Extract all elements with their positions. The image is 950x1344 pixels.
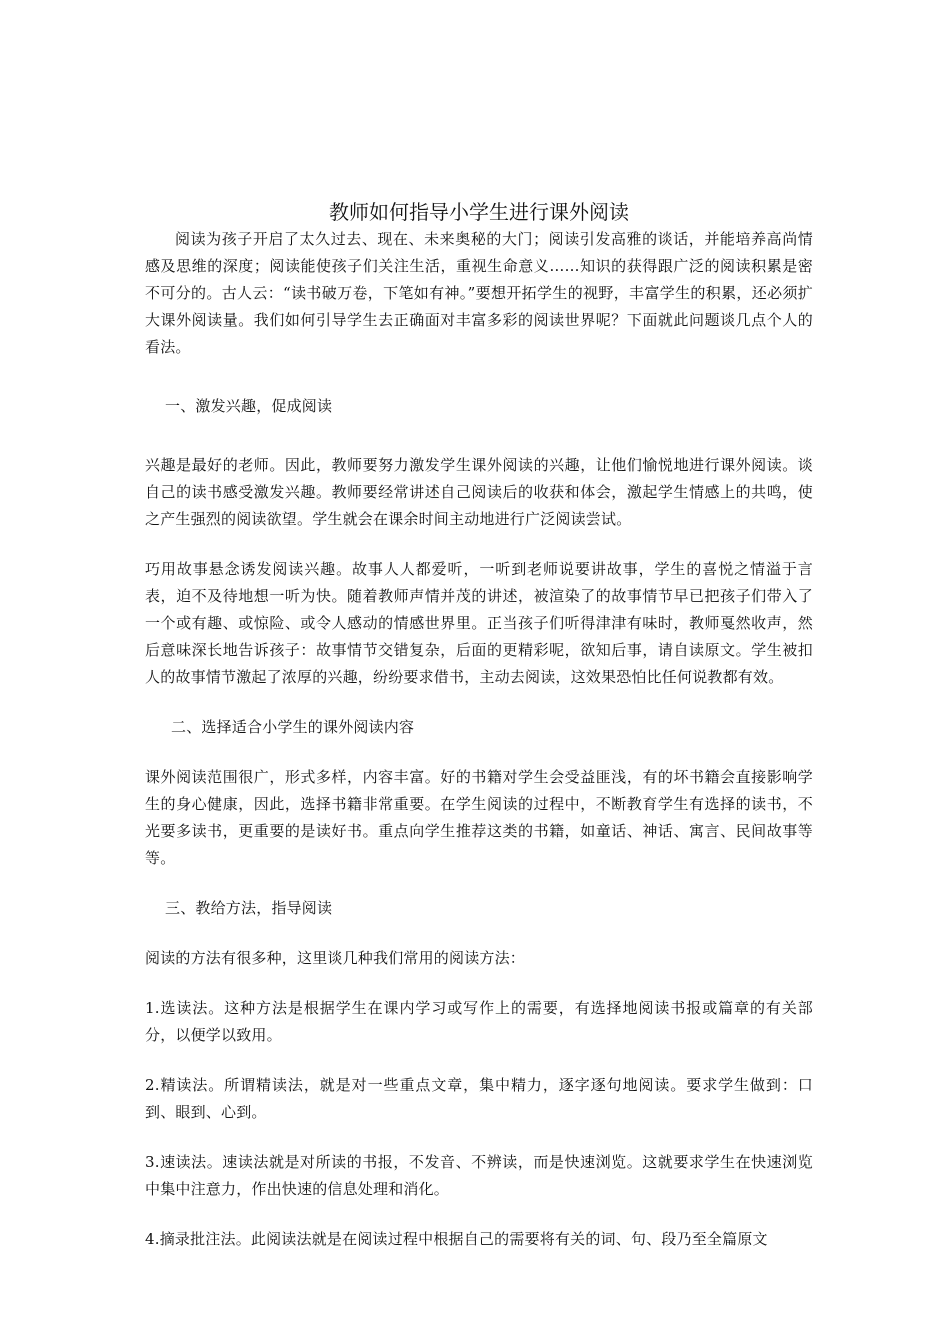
section-1-paragraph-2: 巧用故事悬念诱发阅读兴趣。故事人人都爱听，一听到老师说要讲故事，学生的喜悦之情溢于言表，迫不及待地想一听为快。随着教师声情并茂的讲述，被渲染了的故事情节早已把孩子们带入了一个或有趣、或惊险、或令人感动的情感世界里。正当孩子们听得津津有味时，教师戛然收声，然后意味深长地告诉孩子：故事情节交错复杂，后面的更精彩呢，欲知后事，请自读原文。学生被扣人的故事情节激起了浓厚的兴趣，纷纷要求借书，主动去阅读，这效果恐怕比任何说教都有效。 [145, 560, 813, 686]
section-3-heading: 三、教给方法，指导阅读 [165, 899, 333, 917]
method-1-paragraph: 1.选读法。这种方法是根据学生在课内学习或写作上的需要，有选择地阅读书报或篇章的有关部分，以便学以致用。 [145, 999, 813, 1044]
method-4-paragraph: 4.摘录批注法。此阅读法就是在阅读过程中根据自己的需要将有关的词、句、段乃至全篇原文 [145, 1230, 768, 1248]
document-title: 教师如何指导小学生进行课外阅读 [329, 200, 629, 224]
document-body [145, 198, 813, 1253]
method-3-paragraph: 3.速读法。速读法就是对所读的书报，不发音、不辨读，而是快速浏览。这就要求学生在快速浏览中集中注意力，作出快速的信息处理和消化。 [145, 1153, 813, 1198]
section-2-paragraph-1: 课外阅读范围很广，形式多样，内容丰富。好的书籍对学生会受益匪浅，有的坏书籍会直接影响学生的身心健康，因此，选择书籍非常重要。在学生阅读的过程中，不断教育学生有选择的读书，不光要多读书，更重要的是读好书。重点向学生推荐这类的书籍，如童话、神话、寓言、民间故事等等。 [145, 768, 813, 867]
method-2-paragraph: 2.精读法。所谓精读法，就是对一些重点文章，集中精力，逐字逐句地阅读。要求学生做到：口到、眼到、心到。 [145, 1076, 813, 1121]
section-2-heading: 二、选择适合小学生的课外阅读内容 [171, 718, 415, 736]
section-3-intro: 阅读的方法有很多种，这里谈几种我们常用的阅读方法： [145, 949, 526, 967]
section-1-paragraph-1: 兴趣是最好的老师。因此，教师要努力激发学生课外阅读的兴趣，让他们愉悦地进行课外阅读。谈自己的读书感受激发兴趣。教师要经常讲述自己阅读后的收获和体会，激起学生情感上的共鸣，使之产生强烈的阅读欲望。学生就会在课余时间主动地进行广泛阅读尝试。 [145, 456, 813, 528]
intro-paragraph: 阅读为孩子开启了太久过去、现在、未来奥秘的大门；阅读引发高雅的谈话，并能培养高尚情感及思维的深度；阅读能使孩子们关注生活，重视生命意义……知识的获得跟广泛的阅读积累是密不可分的。古人云：“读书破万卷，下笔如有神。”要想开拓学生的视野，丰富学生的积累，还必须扩大课外阅读量。我们如何引导学生去正确面对丰富多彩的阅读世界呢？下面就此问题谈几点个人的看法。 [145, 230, 813, 356]
section-1-heading: 一、激发兴趣，促成阅读 [165, 397, 333, 415]
